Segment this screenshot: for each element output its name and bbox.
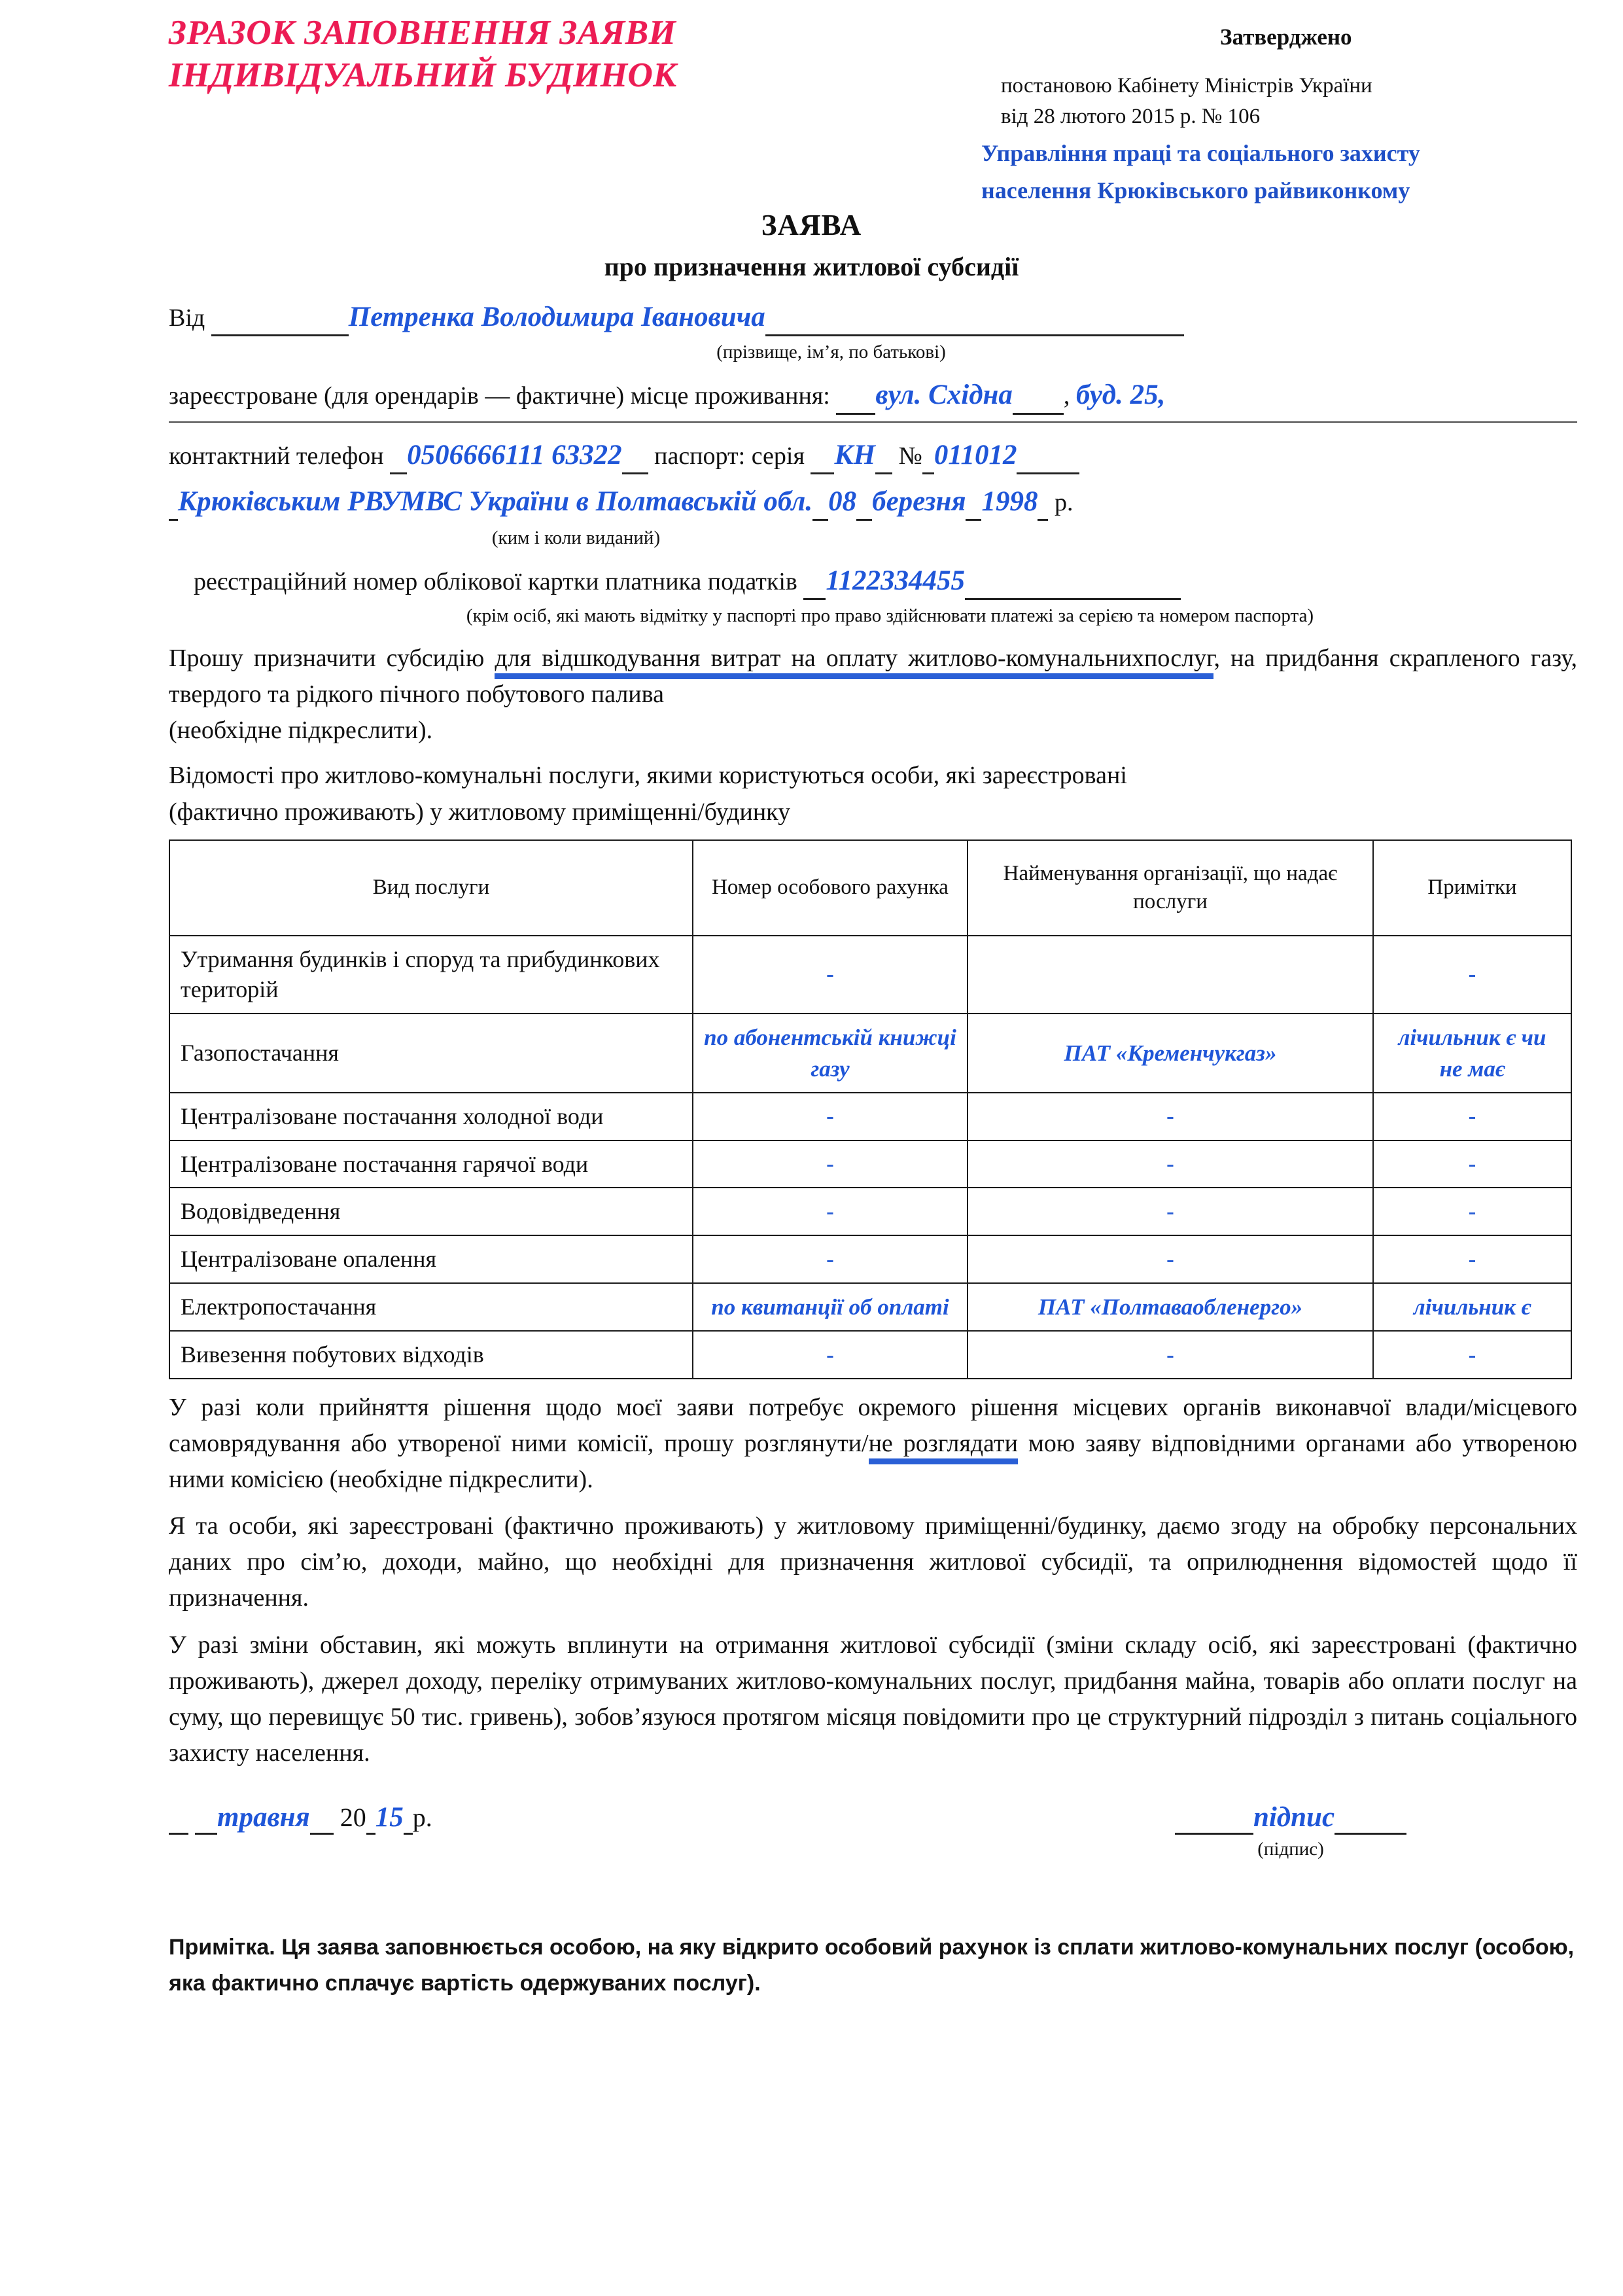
cell-account-number-dash: - [826,1246,834,1272]
signature-rule-right [1335,1802,1406,1835]
signature-value: підпис [1253,1801,1335,1833]
applicant-name-value: Петренка Володимира Івановича [348,302,765,332]
series-rule-b [875,440,892,474]
name-rule-right [765,302,1184,336]
cell-account-number [693,1014,968,1093]
table-row [169,1331,1571,1379]
address-label: зареєстроване (для орендарів — фактичне) місце проживання: [169,382,830,410]
cell-notes-ink: лічильник є [1413,1294,1531,1320]
signature-year-prefix: 20 [340,1802,366,1832]
cell-organization [968,1331,1373,1379]
address-rule-a [836,380,875,414]
cell-organization-ink: ПАТ «Полтаваобленерго» [1038,1294,1303,1320]
cell-account-number [693,1093,968,1140]
document-subtitle: про призначення житлової субсидії [604,252,1019,281]
request-underlined-part-2: послуг [1144,645,1213,679]
cell-notes [1373,1235,1571,1283]
date-rule-e [404,1802,413,1835]
cell-notes [1373,1014,1571,1093]
cell-organization [968,1188,1373,1235]
cell-notes [1373,1283,1571,1331]
addressee-org-line-1: Управління праці та соціального захисту [981,140,1420,167]
number-rule-a [922,440,934,474]
passport-issuer-row [169,484,1572,521]
cell-account-number-ink: по абонентській книжці газу [704,1025,956,1082]
passport-number-value: 011012 [934,439,1017,470]
cell-account-number [693,1188,968,1235]
cell-organization [968,1140,1373,1188]
cell-organization-dash: - [1166,1341,1174,1368]
passport-issuer-value: Крюківським РВУМВС України в Полтавській обл. [178,486,813,517]
services-intro-line-1: Відомості про житлово-комунальні послуги, якими користуються особи, які зареєстровані [169,762,1127,790]
issuer-rule-a [169,487,178,521]
services-intro-line-2: (фактично проживають) у житловому приміщенні/будинку [169,798,791,826]
cell-account-number-dash: - [826,1341,834,1368]
cell-account-number [693,1283,968,1331]
signature-year-value: 15 [375,1801,404,1833]
table-row [169,1140,1571,1188]
cell-notes-dash: - [1468,1246,1476,1272]
applicant-section [0,299,1623,366]
sample-stamp-line-1: ЗРАЗОК ЗАПОВНЕННЯ ЗАЯВИ [169,14,676,52]
date-rule-d [366,1802,375,1835]
address-rule-b [1013,380,1064,414]
addressee-org-line-2: населення Крюківського райвиконкому [981,177,1410,204]
table-row [169,1235,1571,1283]
cell-notes-dash: - [1468,1198,1476,1224]
cell-account-number [693,1331,968,1379]
footnote-label: Примітка. [169,1934,275,1960]
signature-year-suffix: р. [412,1802,432,1832]
cell-organization-dash: - [1166,1103,1174,1129]
cell-organization [968,1283,1373,1331]
address-section [0,377,1623,414]
series-rule-a [811,440,834,474]
table-row [169,1188,1571,1235]
cell-service-type: Утримання будинків і споруд та прибудинкових територій [169,936,693,1014]
table-row [169,1093,1571,1140]
commission-part-1: У разі коли прийняття рішення щодо моєї заяви потребує окремого рішення місцевих органів виконавчої влади/місцевого самоврядування або утвореної ними комісії, прошу розглянути/ [169,1394,1577,1458]
taxid-label: реєстраційний номер облікової картки платника податків [194,568,797,596]
taxid-rule-b [965,566,1181,600]
cell-notes [1373,1140,1571,1188]
passport-issuer-caption: (ким і коли виданий) [491,527,661,549]
sample-stamp-title [169,12,677,96]
phone-passport-row [169,437,1572,474]
signature-group [1137,1801,1444,1860]
passport-label: паспорт: серія [654,442,805,470]
commission-paragraph [169,1390,1577,1498]
header-service-type: Вид послуги [169,840,693,936]
cell-organization [968,1235,1373,1283]
footnote [169,1930,1577,2002]
cell-organization-dash: - [1166,1198,1174,1224]
signature-month-value: травня [217,1801,310,1833]
request-note: (необхідне підкреслити). [169,716,433,745]
date-group [169,1801,432,1835]
number-sign: № [898,442,922,470]
table-row [169,1014,1571,1093]
document-title: ЗАЯВА [761,209,862,241]
header-organization: Найменування організації, що надає послуги [968,840,1373,936]
phone-value: 0506666111 63322 [407,439,622,470]
cell-account-number-dash: - [826,1150,834,1176]
cell-account-number-dash: - [826,961,834,987]
phone-rule-a [390,440,407,474]
cell-notes-dash: - [1468,1341,1476,1368]
sample-stamp-line-2: ІНДИВІДУАЛЬНИЙ БУДИНОК [169,56,677,94]
approval-resolution-line-2: від 28 лютого 2015 р. № 106 [1001,104,1261,128]
passport-issue-year: 1998 [981,486,1038,517]
cell-notes [1373,936,1571,1014]
cell-notes [1373,1093,1571,1140]
issuer-rule-b [812,487,828,521]
address-house-value: буд. 25, [1075,380,1166,411]
cell-service-type: Централізоване опалення [169,1235,693,1283]
request-underlined-part-1: для відшкодування витрат на оплату житлово-комунальних [495,645,1144,679]
table-row [169,1283,1571,1331]
cell-account-number-dash: - [826,1103,834,1129]
issuer-rule-c [856,487,872,521]
from-label: Від [169,304,205,332]
change-of-circumstances-paragraph: У разі зміни обставин, які можуть вплинути на отримання житлової субсидії (зміни складу осіб, які зареєстровані (фактично проживають), джерел доходу, переліку отримуваних житлово-комунальних послуг, придбання майна, товарів або оплати послуг на суму, що перевищує 50 тис. гривень), зобов’язуюся протягом місяця повідомити про це структурний підрозділ з питань соціального захисту населення. [169,1631,1577,1767]
applicant-name-caption: (прізвище, ім’я, по батькові) [716,342,946,363]
cell-organization [968,936,1373,1014]
passport-issue-day: 08 [828,486,857,517]
cell-notes [1373,1331,1571,1379]
passport-issue-month: березня [872,486,966,517]
signature-line [1137,1801,1444,1835]
approval-word: Затверджено [1220,24,1352,50]
services-intro [169,758,1577,830]
cell-notes-dash: - [1468,1103,1476,1129]
cell-organization [968,1014,1373,1093]
cell-service-type: Електропостачання [169,1283,693,1331]
cell-organization-ink: ПАТ «Кременчукгаз» [1064,1040,1277,1066]
header-band [0,0,1623,204]
cell-service-type: Вивезення побутових відходів [169,1331,693,1379]
address-street-value: вул. Східна [875,380,1013,411]
cell-notes [1373,1188,1571,1235]
approval-resolution-line-1: постановою Кабінету Міністрів України [1001,73,1372,97]
address-row [169,377,1572,414]
contact-section [0,437,1623,553]
commission-part-2: мою заяву відповідними органами або утвореною ними комісією (необхідне підкреслити). [169,1430,1577,1494]
date-rule-a [169,1802,188,1835]
cell-organization [968,1093,1373,1140]
cell-notes-dash: - [1468,1150,1476,1176]
cell-account-number [693,1235,968,1283]
approval-block [981,21,1570,206]
cell-service-type: Газопостачання [169,1014,693,1093]
cell-service-type: Водовідведення [169,1188,693,1235]
cell-account-number-dash: - [826,1198,834,1224]
taxid-row [194,563,1572,600]
date-rule-c [310,1802,334,1835]
address-separator: , [1063,382,1070,410]
cell-account-number-ink: по квитанції об оплаті [711,1294,949,1320]
request-paragraph [169,641,1577,749]
table-row [169,936,1571,1014]
services-table [169,839,1572,1379]
request-lead: Прошу призначити субсидію [169,645,485,673]
taxid-caption: (крім осіб, які мають відмітку у паспорті про право здійснювати платежі за серією та номером паспорта) [466,605,1314,627]
header-notes: Примітки [1373,840,1571,936]
name-rule-left [211,302,349,336]
signature-rule-left [1175,1802,1253,1835]
signature-row [169,1801,1577,1873]
date-rule-b [195,1802,217,1835]
cell-notes-dash: - [1468,961,1476,987]
request-rest: , на придбання скрапленого газу, твердого та рідкого пічного побутового палива [169,645,1577,709]
cell-account-number [693,1140,968,1188]
taxid-rule-a [803,566,826,600]
taxid-value: 1122334455 [826,565,965,597]
phone-label: контактний телефон [169,442,384,470]
cell-notes-ink: лічильник є чи не має [1398,1025,1546,1082]
passport-year-suffix: р. [1054,488,1073,516]
issuer-rule-e [1038,487,1048,521]
cell-service-type: Централізоване постачання холодної води [169,1093,693,1140]
cell-organization-dash: - [1166,1150,1174,1176]
number-rule-b [1017,440,1079,474]
phone-rule-b [622,440,648,474]
footnote-text: Ця заява заповнюється особою, на яку відкрито особовий рахунок із сплати житлово-комунальних послуг (особою, яка фактично сплачує вартість одержуваних послуг). [169,1934,1575,1996]
applicant-name-row [169,299,1572,336]
address-continuation-rule [169,421,1577,423]
services-table-body [169,936,1571,1379]
consent-paragraph: Я та особи, які зареєстровані (фактично проживають) у житловому приміщенні/будинку, даємо згоду на обробку персональних даних про сім’ю, доходи, майно, що необхідні для призначення житлової субсидії, та оприлюднення відомостей щодо її призначення. [169,1512,1577,1612]
taxid-section [0,563,1623,630]
signature-caption: (підпис) [1257,1838,1324,1860]
cell-organization-dash: - [1166,1246,1174,1272]
issuer-rule-d [966,487,981,521]
cell-account-number [693,936,968,1014]
cell-service-type: Централізоване постачання гарячої води [169,1140,693,1188]
passport-series-value: КН [834,439,876,470]
header-account-number: Номер особового рахунка [693,840,968,936]
commission-underlined: не розглядати [869,1430,1018,1464]
table-header-row [169,840,1571,936]
